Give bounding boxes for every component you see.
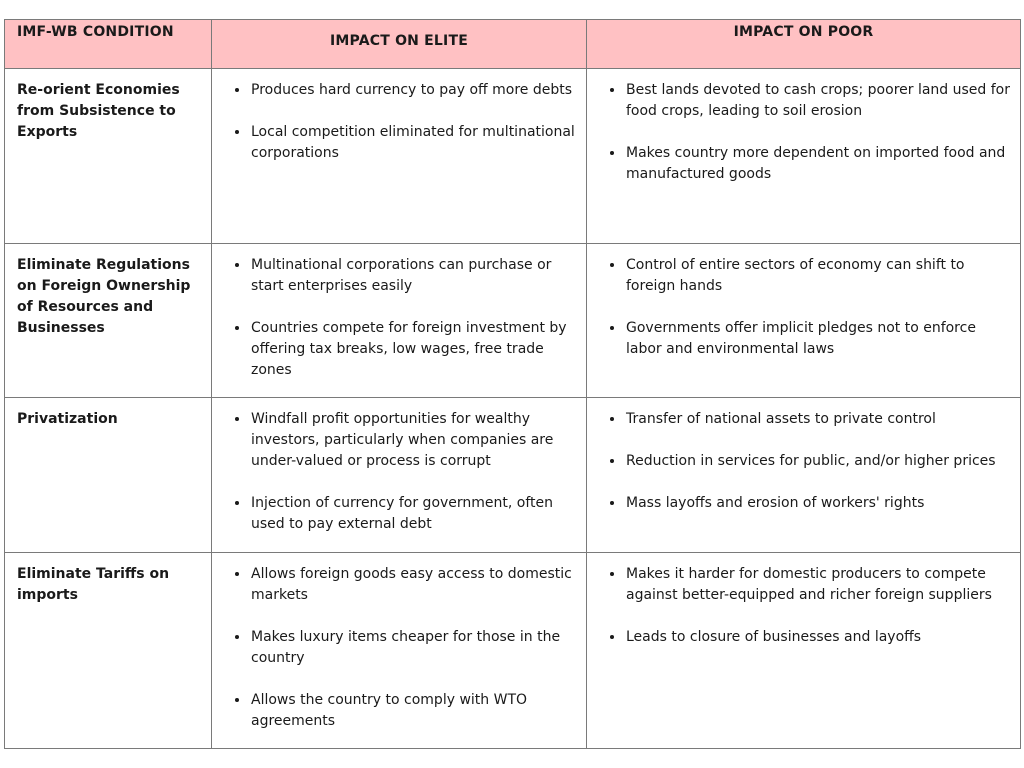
poor-impact-list	[607, 255, 1010, 360]
header-condition: IMF-WB CONDITION	[5, 20, 212, 69]
table-row	[5, 244, 1021, 398]
elite-impact-item: • Multinational corporations can purchase or start enterprises easily	[250, 255, 576, 297]
poor-impact-item: • Best lands devoted to cash crops; poorer land used for food crops, leading to soil erosion	[625, 80, 1010, 122]
table-row	[5, 553, 1021, 749]
poor-impact-list	[607, 409, 1010, 514]
condition-cell: Eliminate Tariffs on imports	[5, 553, 212, 749]
condition-cell: Eliminate Regulations on Foreign Ownership of Resources and Businesses	[5, 244, 212, 398]
condition-cell: Re-orient Economies from Subsistence to Exports	[5, 69, 212, 244]
poor-impact-item: • Leads to closure of businesses and layoffs	[625, 627, 1010, 648]
poor-impact-item: • Makes it harder for domestic producers to compete against better-equipped and richer foreign suppliers	[625, 564, 1010, 606]
poor-impact-item: • Mass layoffs and erosion of workers' rights	[625, 493, 1010, 514]
condition-cell: Privatization	[5, 398, 212, 553]
elite-impact-cell	[212, 553, 587, 749]
elite-impact-list	[232, 80, 576, 164]
table-row	[5, 398, 1021, 553]
poor-impact-item: • Makes country more dependent on imported food and manufactured goods	[625, 143, 1010, 185]
impact-table	[4, 19, 1021, 749]
poor-impact-cell	[587, 398, 1021, 553]
elite-impact-item: • Local competition eliminated for multinational corporations	[250, 122, 576, 164]
poor-impact-item: • Governments offer implicit pledges not to enforce labor and environmental laws	[625, 318, 1010, 360]
elite-impact-list	[232, 255, 576, 381]
table-row	[5, 69, 1021, 244]
poor-impact-list	[607, 564, 1010, 648]
elite-impact-item: • Countries compete for foreign investment by offering tax breaks, low wages, free trade zones	[250, 318, 576, 381]
elite-impact-item: • Allows foreign goods easy access to domestic markets	[250, 564, 576, 606]
poor-impact-list	[607, 80, 1010, 185]
poor-impact-cell	[587, 553, 1021, 749]
elite-impact-cell	[212, 398, 587, 553]
poor-impact-cell	[587, 69, 1021, 244]
header-impact-on-elite: IMPACT ON ELITE	[212, 20, 587, 69]
elite-impact-cell	[212, 69, 587, 244]
header-row	[5, 20, 1021, 69]
header-impact-on-poor: IMPACT ON POOR	[587, 20, 1021, 69]
elite-impact-list	[232, 409, 576, 535]
elite-impact-item: • Windfall profit opportunities for wealthy investors, particularly when companies are under-valued or process is corrupt	[250, 409, 576, 472]
elite-impact-item: • Produces hard currency to pay off more debts	[250, 80, 576, 101]
elite-impact-item: • Allows the country to comply with WTO agreements	[250, 690, 576, 732]
elite-impact-cell	[212, 244, 587, 398]
poor-impact-cell	[587, 244, 1021, 398]
poor-impact-item: • Reduction in services for public, and/or higher prices	[625, 451, 1010, 472]
poor-impact-item: • Control of entire sectors of economy can shift to foreign hands	[625, 255, 1010, 297]
table-header	[5, 20, 1021, 69]
poor-impact-item: • Transfer of national assets to private control	[625, 409, 1010, 430]
table-body	[5, 69, 1021, 749]
elite-impact-list	[232, 564, 576, 732]
elite-impact-item: • Makes luxury items cheaper for those in the country	[250, 627, 576, 669]
elite-impact-item: • Injection of currency for government, often used to pay external debt	[250, 493, 576, 535]
